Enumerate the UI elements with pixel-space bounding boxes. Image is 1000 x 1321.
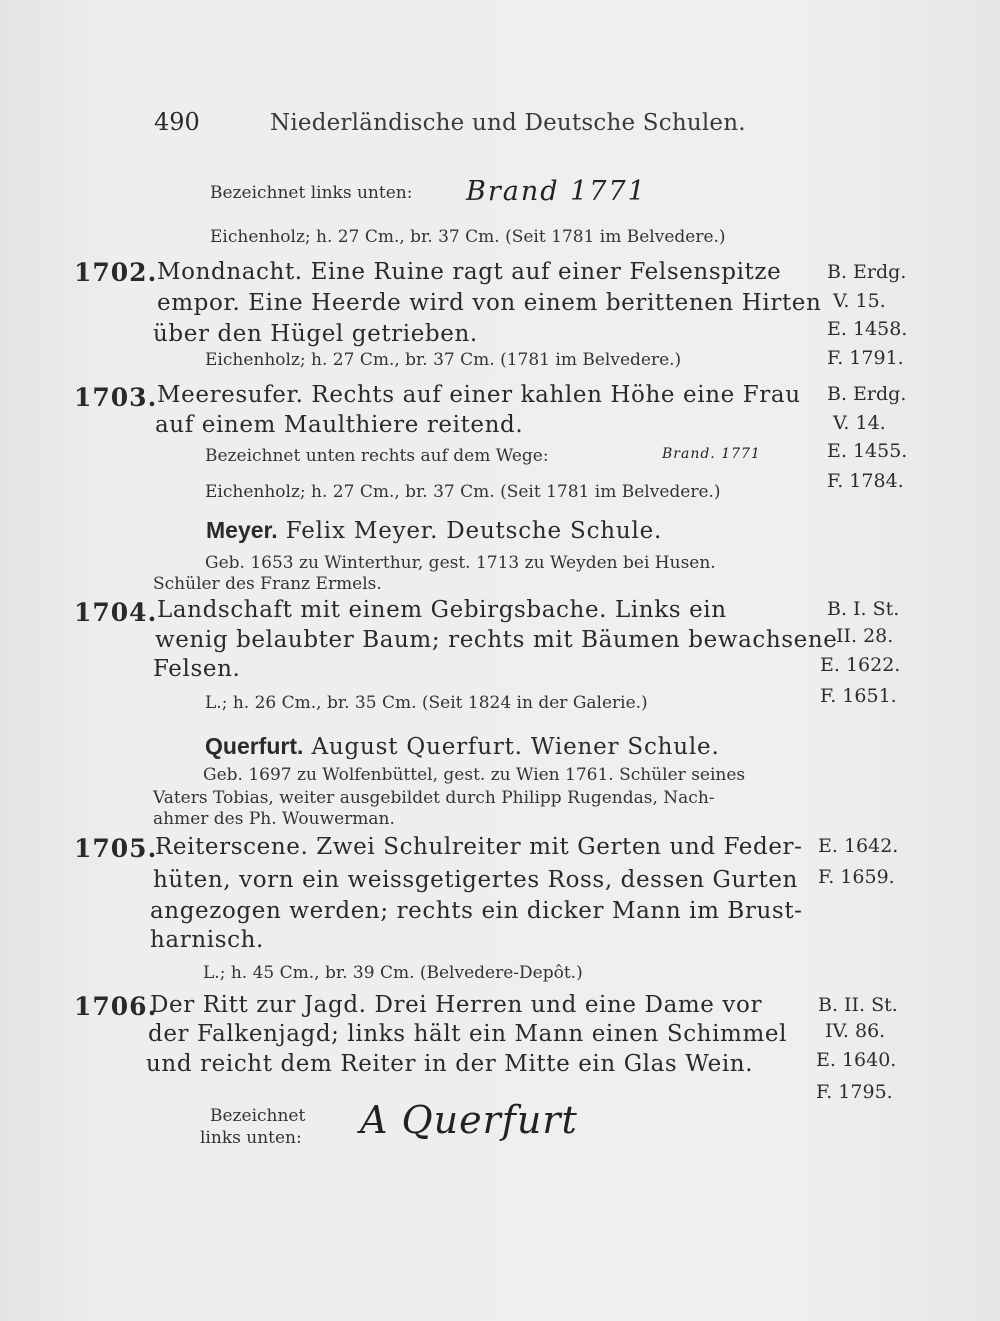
querfurt-bio-line-1: Geb. 1697 zu Wolfenbüttel, gest. zu Wien 1761. Schüler seines [203,765,746,785]
entry-1703-line-2: auf einem Maulthiere reitend. [155,412,524,438]
entry-1706-ref-3: E. 1640. [816,1049,897,1071]
querfurt-bio-line-3: ahmer des Ph. Wouwerman. [153,809,395,829]
meyer-bio-line-1: Geb. 1653 zu Winterthur, gest. 1713 zu Weyden bei Husen. [205,553,716,573]
entry-1706-line-1: Der Ritt zur Jagd. Drei Herren und eine Dame vor [150,992,763,1018]
entry-1703-ref-1: B. Erdg. [827,383,907,405]
entry-1704-medium: L.; h. 26 Cm., br. 35 Cm. (Seit 1824 in der Galerie.) [205,693,648,713]
entry-1704-ref-1: B. I. St. [827,598,900,620]
meyer-bio-line-2: Schüler des Franz Ermels. [153,574,382,594]
entry-1704-line-1: Landschaft mit einem Gebirgsbache. Links ein [157,597,727,623]
entry-1704-line-2: wenig belaubter Baum; rechts mit Bäumen bewachsene [155,627,838,653]
page-number: 490 [154,108,200,136]
entry-1706-signed-label-2: links unten: [200,1128,302,1148]
artist-details-meyer: Felix Meyer. Deutsche Schule. [285,518,663,544]
entry-1703-line-1: Meeresufer. Rechts auf einer kahlen Höhe eine Frau [157,382,801,408]
entry-1705-line-1: Reiterscene. Zwei Schulreiter mit Gerten und Feder- [155,834,803,860]
entry-1704-ref-4: F. 1651. [820,685,897,707]
artist-heading-querfurt [205,733,720,760]
signature-brand-1: Brand 1771 [466,176,647,207]
entry-1704-line-3: Felsen. [153,656,241,682]
entry-number-1706: 1706. [74,992,158,1021]
entry-number-1703: 1703. [74,383,158,412]
entry-1706-ref-4: F. 1795. [816,1081,893,1103]
entry-1706-line-2: der Falkenjagd; links hält ein Mann einen Schimmel [148,1021,788,1047]
entry-number-1704: 1704. [74,598,158,627]
medium-top: Eichenholz; h. 27 Cm., br. 37 Cm. (Seit 1781 im Belvedere.) [210,227,726,247]
entry-1702-line-3: über den Hügel getrieben. [153,321,478,347]
entry-1702-ref-3: E. 1458. [827,318,908,340]
running-title: Niederländische und Deutsche Schulen. [270,110,746,136]
entry-1702-line-2: empor. Eine Heerde wird von einem berittenen Hirten [157,290,822,316]
entry-1702-ref-4: F. 1791. [827,347,904,369]
entry-1703-ref-4: F. 1784. [827,470,904,492]
artist-surname-meyer: Meyer. [206,517,278,543]
entry-1706-ref-2: IV. 86. [825,1020,886,1042]
signature-querfurt: A Querfurt [360,1098,578,1142]
entry-1702-line-1: Mondnacht. Eine Ruine ragt auf einer Felsenspitze [157,259,782,285]
entry-1703-medium: Eichenholz; h. 27 Cm., br. 37 Cm. (Seit 1781 im Belvedere.) [205,482,721,502]
querfurt-bio-line-2: Vaters Tobias, weiter ausgebildet durch Philipp Rugendas, Nach- [153,788,715,808]
entry-number-1705: 1705. [74,834,158,863]
entry-1706-signed-label-1: Bezeichnet [210,1106,306,1126]
entry-1704-ref-3: E. 1622. [820,654,901,676]
signature-brand-2: Brand. 1771 [662,446,761,462]
entry-1705-medium: L.; h. 45 Cm., br. 39 Cm. (Belvedere-Depôt.) [203,963,583,983]
entry-1705-ref-2: F. 1659. [818,866,895,888]
entry-1706-line-3: und reicht dem Reiter in der Mitte ein Glas Wein. [146,1051,754,1077]
signed-label-top: Bezeichnet links unten: [210,183,413,203]
entry-1705-line-4: harnisch. [150,927,264,953]
artist-details-querfurt: August Querfurt. Wiener Schule. [311,734,720,760]
entry-1703-ref-3: E. 1455. [827,440,908,462]
entry-1702-medium: Eichenholz; h. 27 Cm., br. 37 Cm. (1781 im Belvedere.) [205,350,682,370]
entry-1702-ref-2: V. 15. [833,290,886,312]
entry-1703-signed-label: Bezeichnet unten rechts auf dem Wege: [205,446,549,466]
entry-1702-ref-1: B. Erdg. [827,261,907,283]
entry-1706-ref-1: B. II. St. [818,994,898,1016]
entry-1705-line-2: hüten, vorn ein weissgetigertes Ross, dessen Gurten [153,867,798,893]
entry-1705-line-3: angezogen werden; rechts ein dicker Mann im Brust- [150,898,803,924]
entry-1703-ref-2: V. 14. [833,412,886,434]
entry-1704-ref-2: II. 28. [836,625,894,647]
artist-heading-meyer [206,517,662,544]
entry-number-1702: 1702. [74,258,158,287]
artist-surname-querfurt: Querfurt. [205,733,304,759]
entry-1705-ref-1: E. 1642. [818,835,899,857]
